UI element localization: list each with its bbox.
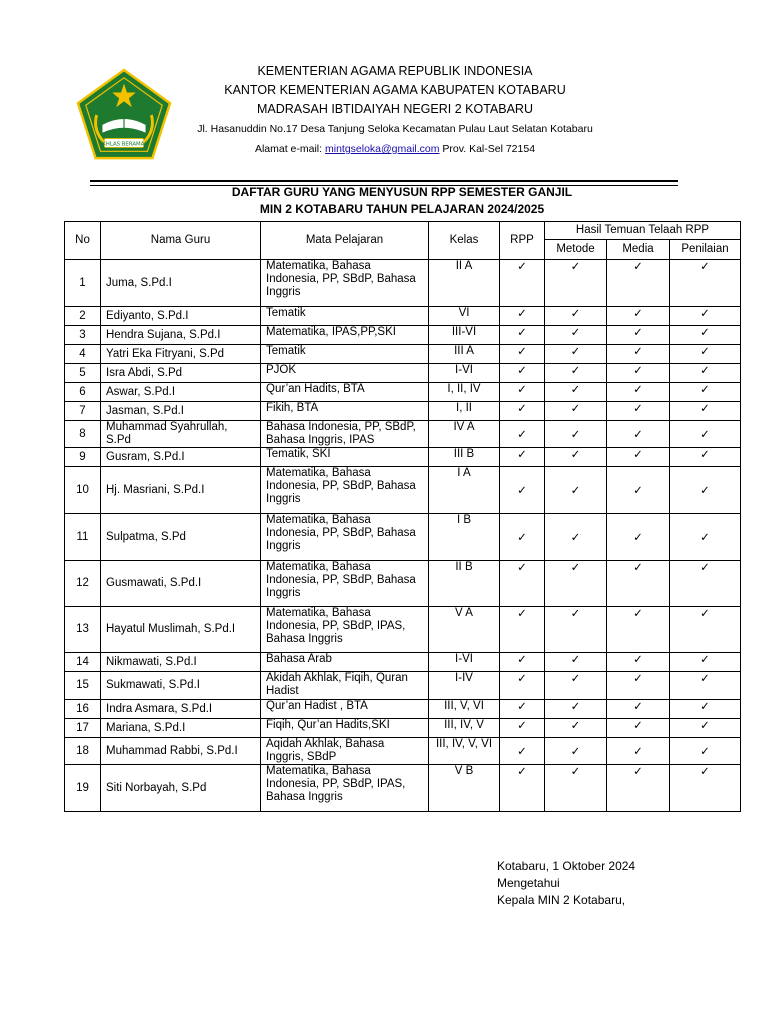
header-rpp: RPP: [500, 222, 545, 260]
cell-no: 6: [65, 383, 101, 402]
cell-metode-check: ✓: [545, 738, 607, 765]
table-row: [65, 326, 741, 345]
cell-penilaian-check: ✓: [670, 260, 741, 307]
cell-nama-guru: Muhammad Syahrullah, S.Pd: [101, 421, 261, 448]
cell-metode-check: ✓: [545, 467, 607, 514]
cell-mata-pelajaran: Matematika, Bahasa Indonesia, PP, SBdP, IPAS, Bahasa Inggris: [261, 765, 429, 812]
cell-no: 11: [65, 514, 101, 561]
cell-rpp-check: ✓: [500, 364, 545, 383]
cell-metode-check: ✓: [545, 326, 607, 345]
cell-mata-pelajaran: Akidah Akhlak, Fiqih, Quran Hadist: [261, 672, 429, 700]
table-row: [65, 402, 741, 421]
cell-no: 12: [65, 561, 101, 607]
cell-kelas: II A: [429, 260, 500, 307]
cell-mata-pelajaran: Bahasa Indonesia, PP, SBdP, Bahasa Inggris, IPAS: [261, 421, 429, 448]
table-row: [65, 672, 741, 700]
svg-text:IKHLAS BERAMAL: IKHLAS BERAMAL: [100, 141, 148, 148]
cell-metode-check: ✓: [545, 383, 607, 402]
header-hasil-temuan: Hasil Temuan Telaah RPP: [545, 222, 741, 240]
cell-penilaian-check: ✓: [670, 738, 741, 765]
cell-nama-guru: Gusram, S.Pd.I: [101, 448, 261, 467]
table-row: [65, 467, 741, 514]
cell-rpp-check: ✓: [500, 326, 545, 345]
cell-mata-pelajaran: Tematik, SKI: [261, 448, 429, 467]
cell-penilaian-check: ✓: [670, 402, 741, 421]
cell-mata-pelajaran: Aqidah Akhlak, Bahasa Inggris, SBdP: [261, 738, 429, 765]
school-address: Jl. Hasanuddin No.17 Desa Tanjung Seloka Kecamatan Pulau Laut Selatan Kotabaru: [197, 123, 593, 135]
cell-rpp-check: ✓: [500, 514, 545, 561]
table-row: [65, 653, 741, 672]
cell-no: 14: [65, 653, 101, 672]
table-row: [65, 561, 741, 607]
header-mata-pelajaran: Mata Pelajaran: [261, 222, 429, 260]
cell-no: 3: [65, 326, 101, 345]
cell-media-check: ✓: [607, 345, 670, 364]
cell-mata-pelajaran: Matematika, IPAS,PP,SKI: [261, 326, 429, 345]
cell-kelas: I A: [429, 467, 500, 514]
cell-media-check: ✓: [607, 672, 670, 700]
cell-metode-check: ✓: [545, 345, 607, 364]
cell-nama-guru: Jasman, S.Pd.I: [101, 402, 261, 421]
cell-penilaian-check: ✓: [670, 345, 741, 364]
cell-mata-pelajaran: Matematika, Bahasa Indonesia, PP, SBdP, Bahasa Inggris: [261, 467, 429, 514]
cell-metode-check: ✓: [545, 653, 607, 672]
cell-nama-guru: Muhammad Rabbi, S.Pd.I: [101, 738, 261, 765]
teacher-rpp-table: [64, 221, 741, 812]
cell-nama-guru: Aswar, S.Pd.I: [101, 383, 261, 402]
title-line-2: MIN 2 KOTABARU TAHUN PELAJARAN 2024/2025: [259, 202, 545, 216]
email-link[interactable]: mintgseloka@gmail.com: [324, 143, 440, 155]
cell-no: 16: [65, 700, 101, 719]
cell-media-check: ✓: [607, 765, 670, 812]
cell-media-check: ✓: [607, 607, 670, 653]
cell-metode-check: ✓: [545, 402, 607, 421]
cell-media-check: ✓: [607, 719, 670, 738]
cell-nama-guru: Siti Norbayah, S.Pd: [101, 765, 261, 812]
cell-kelas: I-VI: [429, 653, 500, 672]
cell-metode-check: ✓: [545, 672, 607, 700]
cell-no: 2: [65, 307, 101, 326]
signature-place-date: Kotabaru, 1 Oktober 2024: [497, 859, 636, 873]
header-kelas: Kelas: [429, 222, 500, 260]
cell-penilaian-check: ✓: [670, 765, 741, 812]
cell-penilaian-check: ✓: [670, 719, 741, 738]
table-row: [65, 383, 741, 402]
cell-metode-check: ✓: [545, 514, 607, 561]
cell-kelas: I, II, IV: [429, 383, 500, 402]
office-name: KANTOR KEMENTERIAN AGAMA KABUPATEN KOTABARU: [224, 83, 566, 97]
cell-metode-check: ✓: [545, 561, 607, 607]
cell-mata-pelajaran: Matematika, Bahasa Indonesia, PP, SBdP, Bahasa Inggris: [261, 260, 429, 307]
cell-rpp-check: ✓: [500, 738, 545, 765]
cell-kelas: I B: [429, 514, 500, 561]
cell-metode-check: ✓: [545, 364, 607, 383]
table-row: [65, 345, 741, 364]
table-row: [65, 307, 741, 326]
cell-no: 13: [65, 607, 101, 653]
cell-no: 1: [65, 260, 101, 307]
cell-media-check: ✓: [607, 364, 670, 383]
cell-kelas: I, II: [429, 402, 500, 421]
table-row: [65, 765, 741, 812]
cell-nama-guru: Ediyanto, S.Pd.I: [101, 307, 261, 326]
cell-kelas: II B: [429, 561, 500, 607]
cell-media-check: ✓: [607, 561, 670, 607]
table-row: [65, 448, 741, 467]
cell-media-check: ✓: [607, 307, 670, 326]
cell-mata-pelajaran: Qur’an Hadist , BTA: [261, 700, 429, 719]
cell-metode-check: ✓: [545, 719, 607, 738]
cell-no: 15: [65, 672, 101, 700]
cell-rpp-check: ✓: [500, 700, 545, 719]
cell-media-check: ✓: [607, 514, 670, 561]
cell-no: 4: [65, 345, 101, 364]
cell-kelas: IV A: [429, 421, 500, 448]
ministry-name: KEMENTERIAN AGAMA REPUBLIK INDONESIA: [257, 64, 533, 78]
cell-no: 19: [65, 765, 101, 812]
cell-rpp-check: ✓: [500, 345, 545, 364]
cell-no: 7: [65, 402, 101, 421]
cell-metode-check: ✓: [545, 607, 607, 653]
cell-kelas: III, V, VI: [429, 700, 500, 719]
cell-metode-check: ✓: [545, 421, 607, 448]
cell-rpp-check: ✓: [500, 383, 545, 402]
cell-media-check: ✓: [607, 467, 670, 514]
cell-mata-pelajaran: Fiqih, Qur’an Hadits,SKI: [261, 719, 429, 738]
cell-rpp-check: ✓: [500, 561, 545, 607]
cell-penilaian-check: ✓: [670, 467, 741, 514]
cell-metode-check: ✓: [545, 448, 607, 467]
cell-mata-pelajaran: Qur’an Hadits, BTA: [261, 383, 429, 402]
cell-media-check: ✓: [607, 402, 670, 421]
cell-rpp-check: ✓: [500, 672, 545, 700]
cell-metode-check: ✓: [545, 700, 607, 719]
cell-no: 8: [65, 421, 101, 448]
cell-nama-guru: Indra Asmara, S.Pd.I: [101, 700, 261, 719]
cell-nama-guru: Juma, S.Pd.I: [101, 260, 261, 307]
table-row: [65, 421, 741, 448]
cell-rpp-check: ✓: [500, 719, 545, 738]
cell-rpp-check: ✓: [500, 448, 545, 467]
cell-media-check: ✓: [607, 653, 670, 672]
cell-kelas: III-VI: [429, 326, 500, 345]
cell-kelas: VI: [429, 307, 500, 326]
cell-mata-pelajaran: Bahasa Arab: [261, 653, 429, 672]
cell-metode-check: ✓: [545, 765, 607, 812]
cell-media-check: ✓: [607, 383, 670, 402]
cell-media-check: ✓: [607, 738, 670, 765]
cell-nama-guru: Hayatul Muslimah, S.Pd.I: [101, 607, 261, 653]
cell-media-check: ✓: [607, 700, 670, 719]
cell-media-check: ✓: [607, 260, 670, 307]
cell-rpp-check: ✓: [500, 653, 545, 672]
cell-penilaian-check: ✓: [670, 700, 741, 719]
cell-no: 18: [65, 738, 101, 765]
cell-kelas: III A: [429, 345, 500, 364]
cell-kelas: I-VI: [429, 364, 500, 383]
cell-nama-guru: Hendra Sujana, S.Pd.I: [101, 326, 261, 345]
cell-kelas: III, IV, V: [429, 719, 500, 738]
cell-penilaian-check: ✓: [670, 653, 741, 672]
signature-acknowledge: Mengetahui: [497, 876, 560, 890]
cell-nama-guru: Nikmawati, S.Pd.I: [101, 653, 261, 672]
cell-rpp-check: ✓: [500, 260, 545, 307]
letterhead: [185, 62, 605, 159]
cell-nama-guru: Sukmawati, S.Pd.I: [101, 672, 261, 700]
signature-position: Kepala MIN 2 Kotabaru,: [497, 893, 626, 907]
cell-no: 17: [65, 719, 101, 738]
email-line: [185, 139, 605, 159]
cell-nama-guru: Isra Abdi, S.Pd: [101, 364, 261, 383]
cell-penilaian-check: ✓: [670, 307, 741, 326]
table-row: [65, 607, 741, 653]
cell-nama-guru: Hj. Masriani, S.Pd.I: [101, 467, 261, 514]
signature-block: [497, 858, 635, 909]
cell-kelas: III, IV, V, VI: [429, 738, 500, 765]
kemenag-logo: [75, 68, 173, 166]
cell-mata-pelajaran: PJOK: [261, 364, 429, 383]
cell-mata-pelajaran: Matematika, Bahasa Indonesia, PP, SBdP, IPAS, Bahasa Inggris: [261, 607, 429, 653]
cell-rpp-check: ✓: [500, 467, 545, 514]
cell-nama-guru: Yatri Eka Fitryani, S.Pd: [101, 345, 261, 364]
cell-no: 9: [65, 448, 101, 467]
cell-media-check: ✓: [607, 421, 670, 448]
cell-nama-guru: Mariana, S.Pd.I: [101, 719, 261, 738]
cell-penilaian-check: ✓: [670, 364, 741, 383]
cell-rpp-check: ✓: [500, 765, 545, 812]
cell-media-check: ✓: [607, 326, 670, 345]
cell-rpp-check: ✓: [500, 307, 545, 326]
cell-mata-pelajaran: Matematika, Bahasa Indonesia, PP, SBdP, Bahasa Inggris: [261, 561, 429, 607]
cell-penilaian-check: ✓: [670, 448, 741, 467]
cell-penilaian-check: ✓: [670, 383, 741, 402]
school-name: MADRASAH IBTIDAIYAH NEGERI 2 KOTABARU: [257, 102, 533, 116]
header-metode: Metode: [545, 240, 607, 260]
cell-mata-pelajaran: Tematik: [261, 345, 429, 364]
table-row: [65, 719, 741, 738]
cell-penilaian-check: ✓: [670, 607, 741, 653]
title-line-1: DAFTAR GURU YANG MENYUSUN RPP SEMESTER GANJIL: [231, 185, 573, 199]
table-row: [65, 364, 741, 383]
cell-rpp-check: ✓: [500, 607, 545, 653]
table-row: [65, 514, 741, 561]
cell-media-check: ✓: [607, 448, 670, 467]
cell-penilaian-check: ✓: [670, 672, 741, 700]
email-label: Alamat e-mail:: [254, 143, 325, 155]
header-no: No: [65, 222, 101, 260]
cell-no: 10: [65, 467, 101, 514]
document-title: [64, 184, 740, 218]
cell-mata-pelajaran: Fikih, BTA: [261, 402, 429, 421]
cell-metode-check: ✓: [545, 260, 607, 307]
cell-rpp-check: ✓: [500, 402, 545, 421]
cell-mata-pelajaran: Matematika, Bahasa Indonesia, PP, SBdP, Bahasa Inggris: [261, 514, 429, 561]
header-nama-guru: Nama Guru: [101, 222, 261, 260]
cell-kelas: III B: [429, 448, 500, 467]
table-row: [65, 700, 741, 719]
table-body: [65, 260, 741, 812]
header-penilaian: Penilaian: [670, 240, 741, 260]
cell-penilaian-check: ✓: [670, 561, 741, 607]
cell-metode-check: ✓: [545, 307, 607, 326]
cell-no: 5: [65, 364, 101, 383]
cell-mata-pelajaran: Tematik: [261, 307, 429, 326]
cell-penilaian-check: ✓: [670, 514, 741, 561]
header-rule-thick: [90, 180, 678, 182]
cell-kelas: I-IV: [429, 672, 500, 700]
table-row: [65, 738, 741, 765]
email-suffix: Prov. Kal-Sel 72154: [439, 143, 536, 155]
header-media: Media: [607, 240, 670, 260]
cell-rpp-check: ✓: [500, 421, 545, 448]
cell-penilaian-check: ✓: [670, 421, 741, 448]
cell-kelas: V A: [429, 607, 500, 653]
cell-penilaian-check: ✓: [670, 326, 741, 345]
cell-nama-guru: Gusmawati, S.Pd.I: [101, 561, 261, 607]
cell-kelas: V B: [429, 765, 500, 812]
cell-nama-guru: Sulpatma, S.Pd: [101, 514, 261, 561]
table-row: [65, 260, 741, 307]
